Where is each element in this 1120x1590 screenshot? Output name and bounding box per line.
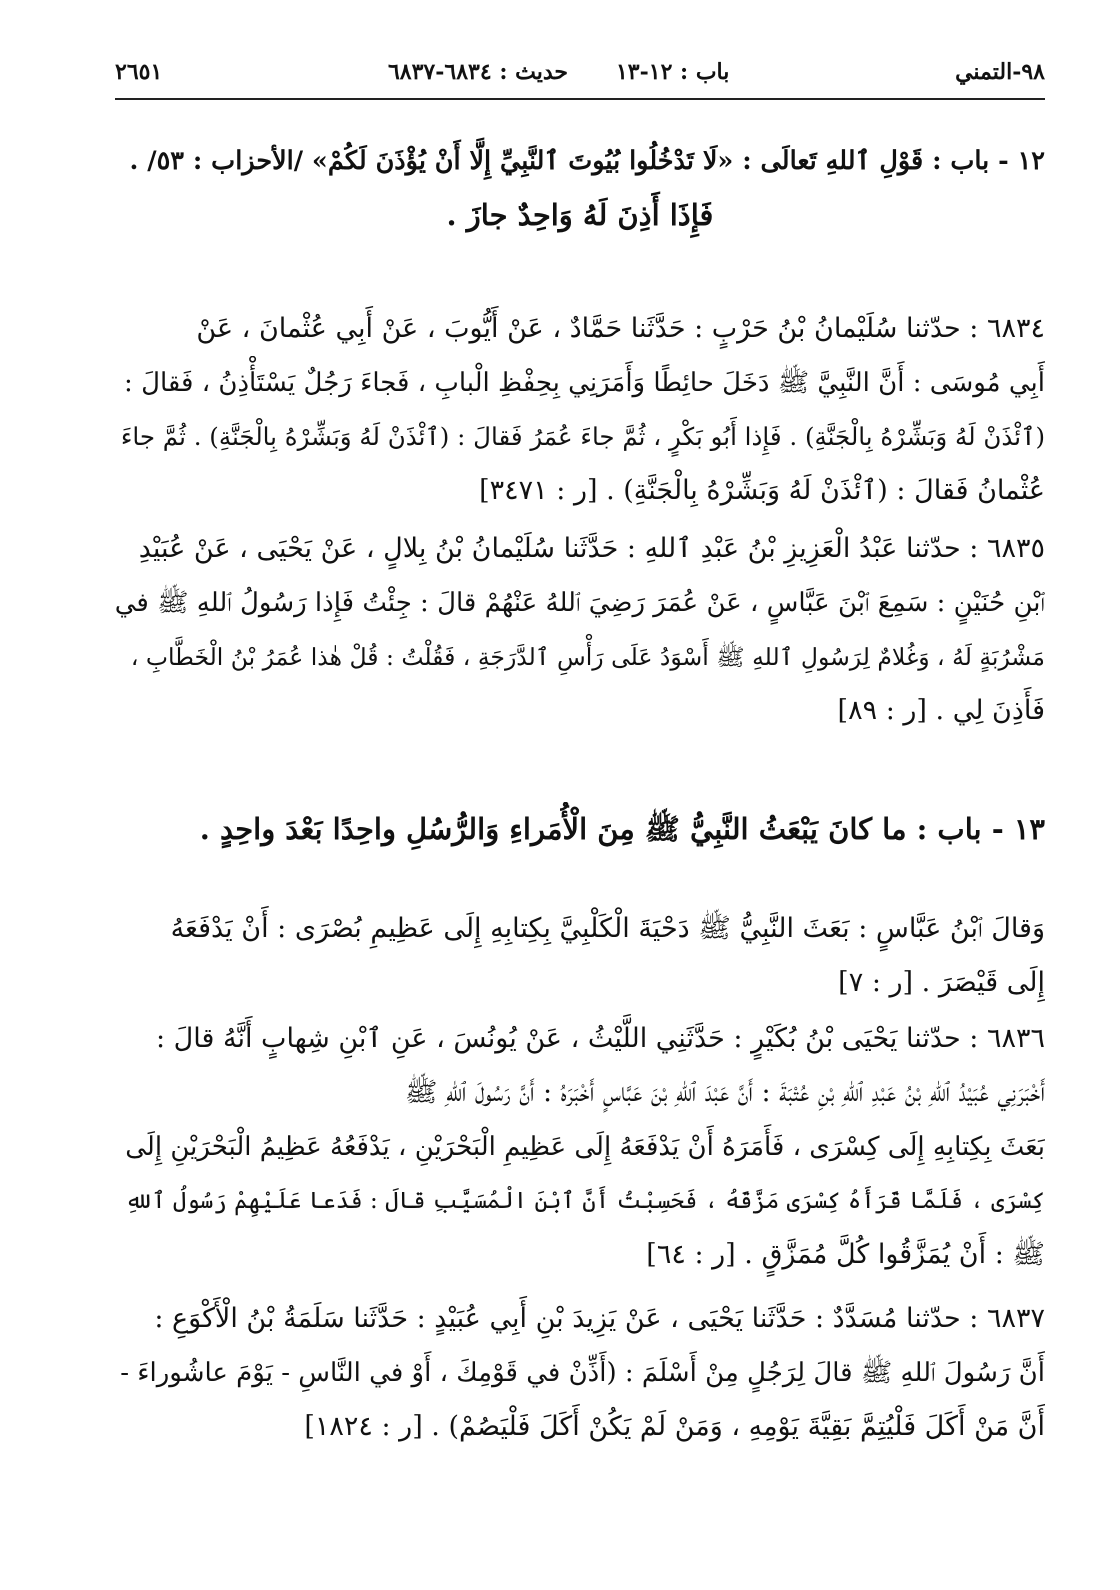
hadith-6834-line: أَبِي مُوسَى : أَنَّ النَّبِيَّ ﷺ دَخَلَ حائِطًا وَأَمَرَنِي بِحِفْظِ الْبابِ ، فَجاءَ رَجُلٌ يَسْتَأْذِنُ ، فَقالَ : — [124, 368, 1045, 398]
header-rule — [115, 98, 1045, 100]
hadith-6837-line: أَنَّ مَنْ أَكَلَ فَلْيُتِمَّ بَقِيَّةَ يَوْمِهِ ، وَمَنْ لَمْ يَكُنْ أَكَلَ فَلْيَصُمْ) . [ر : ١٨٢٤] — [304, 1411, 1045, 1442]
intro-line: إِلَى قَيْصَرَ . [ر : ٧] — [838, 967, 1045, 998]
hadith-6837-line: ٦٨٣٧ : حدّثنا مُسَدَّدٌ : حَدَّثَنا يَحْيَى ، عَنْ يَزِيدَ بْنِ أَبِي عُبَيْدٍ : حَدَّثَنا سَلَمَةُ بْنُ الْأَكْوَعِ : — [154, 1303, 1045, 1334]
hadith-6834-line: ٦٨٣٤ : حدّثنا سُلَيْمانُ بْنُ حَرْبٍ : حَدَّثَنا حَمَّادٌ ، عَنْ أَيُّوبَ ، عَنْ أَبِي عُثْمانَ ، عَنْ — [196, 313, 1045, 344]
hadith-6835 — [115, 522, 1045, 738]
hadith-6836-line: كِسْرَى ، فَلَمَّا قَرَأَهُ كِسْرَى مَزَّقَهُ ، فَحَسِبْتُ أَنَّ ٱبْنَ الْمُسَيَّبِ قالَ : فَدَعا عَلَيْهِمْ رَسُولُ ٱللهِ — [125, 1188, 1045, 1214]
hadith-6835-line: ٦٨٣٥ : حدّثنا عَبْدُ الْعَزِيزِ بْنُ عَبْدِ ٱللهِ : حَدَّثَنا سُلَيْمانُ بْنُ بِلالٍ ، عَنْ يَحْيَى ، عَنْ عُبَيْدِ — [138, 533, 1045, 564]
page-number: ٢٦٥١ — [115, 59, 163, 85]
bab-range: باب : ١٢-١٣ — [615, 59, 730, 85]
hadith-6835-line: فَأَذِنَ لِي . [ر : ٨٩] — [837, 695, 1045, 726]
hadith-6835-line: ٱبْنِ حُنَيْنٍ : سَمِعَ ٱبْنَ عَبَّاسٍ ، عَنْ عُمَرَ رَضِيَ ٱللهُ عَنْهُمْ قالَ : جِئْتُ فَإِذا رَسُولُ ٱللهِ ﷺ في — [115, 588, 1045, 618]
hadith-6837 — [115, 1292, 1045, 1454]
hadith-6837-line: أَنَّ رَسُولَ ٱللهِ ﷺ قالَ لِرَجُلٍ مِنْ أَسْلَمَ : (أَذِّنْ في قَوْمِكَ ، أَوْ في النَّاسِ - يَوْمَ عاشُوراءَ - — [120, 1358, 1045, 1388]
hadith-6836 — [115, 1012, 1045, 1282]
bab-12-heading — [115, 134, 1045, 242]
hadith-6834-line: (ٱئْذَنْ لَهُ وَبَشِّرْهُ بِالْجَنَّةِ) . فَإِذا أَبُو بَكْرٍ ، ثُمَّ جاءَ عُمَرُ فَقالَ : (ٱئْذَنْ لَهُ وَبَشِّرْهُ بِالْجَنَّةِ) . ثُمَّ جاءَ — [120, 422, 1045, 451]
hadith-range: حديث : ٦٨٣٤-٦٨٣٧ — [387, 59, 568, 85]
intro-line: وَقالَ ٱبْنُ عَبَّاسٍ : بَعَثَ النَّبِيُّ ﷺ دَحْيَةَ الْكَلْبِيَّ بِكِتابِهِ إِلَى عَظِيمِ بُصْرَى : أَنْ يَدْفَعَهُ — [170, 913, 1045, 944]
hadith-6834 — [115, 302, 1045, 518]
chapter-title: ٩٨-التمني — [955, 59, 1045, 85]
hadith-6836-line: ٦٨٣٦ : حدّثنا يَحْيَى بْنُ بُكَيْرٍ : حَدَّثَنِي اللَّيْثُ ، عَنْ يُونُسَ ، عَنِ ٱبْنِ شِهابٍ أَنَّهُ قالَ : — [155, 1023, 1045, 1054]
bab-13-heading — [115, 802, 1045, 856]
running-header — [115, 52, 1045, 92]
hadith-6836-line: أَخْبَرَنِي عُبَيْدُ ٱللهِ بْنُ عَبْدِ ٱللهِ بْنِ عُتْبَةَ : أَنَّ عَبْدَ ٱللهِ بْنَ عَبَّاسٍ أَخْبَرَهُ : أَنَّ رَسُولَ ٱللهِ ﷺ — [404, 1077, 1045, 1108]
bab-12-line-2: فَإِذَا أَذِنَ لَهُ وَاحِدٌ جازَ . — [446, 198, 714, 232]
hadith-6835-line: مَشْرُبَةٍ لَهُ ، وَغُلامٌ لِرَسُولِ ٱللهِ ﷺ أَسْوَدُ عَلَى رَأْسِ ٱلدَّرَجَةِ ، فَقُلْتُ : قُلْ هٰذا عُمَرُ بْنُ الْخَطَّابِ ، — [130, 643, 1045, 671]
bab-13-intro — [115, 902, 1045, 1010]
hadith-6834-line: عُثْمانُ فَقالَ : (ٱئْذَنْ لَهُ وَبَشِّرْهُ بِالْجَنَّةِ) . [ر : ٣٤٧١] — [479, 475, 1045, 506]
bab-12-line-1: ١٢ - باب : قَوْلِ ٱللهِ تَعالَى : «لَا تَدْخُلُوا بُيُوتَ ٱلنَّبِيِّ إِلَّا أَنْ يُؤْذَنَ لَكُمْ» /الأحزاب : ٥٣/ . — [129, 146, 1045, 176]
hadith-6836-line: ﷺ : أَنْ يُمَزَّقُوا كُلَّ مُمَزَّقٍ . [ر : ٦٤] — [646, 1239, 1045, 1270]
header-refs — [388, 59, 729, 85]
bab-13-line-1: ١٣ - باب : ما كانَ يَبْعَثُ النَّبِيُّ ﷺ مِنَ الْأُمَراءِ وَالرُّسُلِ واحِدًا بَعْدَ واحِدٍ . — [199, 812, 1045, 846]
hadith-6836-line: بَعَثَ بِكِتابِهِ إِلَى كِسْرَى ، فَأَمَرَهُ أَنْ يَدْفَعَهُ إِلَى عَظِيمِ الْبَحْرَيْنِ ، يَدْفَعُهُ عَظِيمُ الْبَحْرَيْنِ إِلَى — [125, 1132, 1045, 1162]
